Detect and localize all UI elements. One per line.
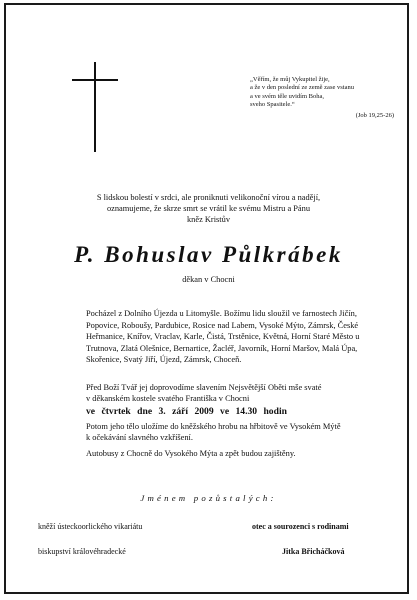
quote-reference: (Job 19,25-26) (355, 111, 394, 119)
intro-line: S lidskou bolestí v srdci, ale proniknuti velikonoční vírou a nadějí, (96, 193, 321, 202)
quote-line: „Věřím, že můj Vykupitel žije, (250, 76, 330, 83)
mourner-family: otec a sourozenci s rodinami (252, 522, 349, 531)
quote-line: a že v den poslední ze země zase vstanu (250, 84, 354, 92)
biography-line: Skořenice, Svatý Jiří, Újezd, Zámrsk, Choceň. (86, 355, 242, 365)
on-behalf-heading: Jménem pozůstalých: (140, 493, 277, 503)
mourner-individual: Jitka Břicháčková (282, 547, 345, 556)
biography-line: Pocházel z Dolního Újezda u Litomyšle. Božímu lidu sloužil ve farnostech Jičín, (86, 309, 357, 318)
funeral-line: Před Boží Tvář jej doprovodíme slavením Nejsvětější Oběti mše svaté (86, 383, 322, 392)
biography (86, 308, 386, 366)
deceased-name: P. Bohuslav Půlkrábek (74, 242, 343, 267)
biography-line: Popovice, Roboušy, Pardubice, Rosice nad Labem, Vysoké Mýto, Zámrsk, České (86, 320, 359, 330)
mourner-diocese: biskupství královéhradecké (38, 547, 126, 556)
cross-icon (72, 62, 118, 152)
announcement-intro (0, 192, 417, 225)
burial-info (86, 421, 386, 443)
burial-line: Potom jeho tělo uložíme do kněžského hrobu na hřbitově ve Vysokém Mýtě (86, 422, 341, 431)
mourner-vicariate: kněží ústeckoorlického vikariátu (38, 522, 143, 531)
intro-line: oznamujeme, že skrze smrt se vrátil ke svému Mistru a Pánu (106, 204, 311, 213)
deceased-role: děkan v Chocni (182, 275, 235, 284)
quote-line: a ve svém těle uvidím Boha, (250, 92, 325, 100)
biography-line: Trutnova, Zlatá Olešnice, Bernartice, Žacléř, Javorník, Horní Maršov, Malá Úpa, (86, 343, 358, 353)
bible-quote (250, 76, 400, 120)
bus-note: Autobusy z Chocně do Vysokého Mýta a zpět budou zajištěny. (86, 449, 296, 458)
funeral-mass-info (86, 382, 386, 404)
quote-line: sveho Spasitele.“ (250, 101, 295, 109)
funeral-line: v děkanském kostele svatého Františka v Chocni (86, 394, 250, 403)
burial-line: k očekávání slavného vzkříšení. (86, 433, 193, 442)
funeral-datetime: ve čtvrtek dne 3. září 2009 ve 14.30 hodin (86, 406, 287, 417)
biography-line: Heřmanice, Knířov, Vraclav, Karle, Čistá, Trstěnice, Květná, Horní Staré Město u (86, 332, 360, 342)
intro-line: kněz Kristův (186, 215, 231, 224)
